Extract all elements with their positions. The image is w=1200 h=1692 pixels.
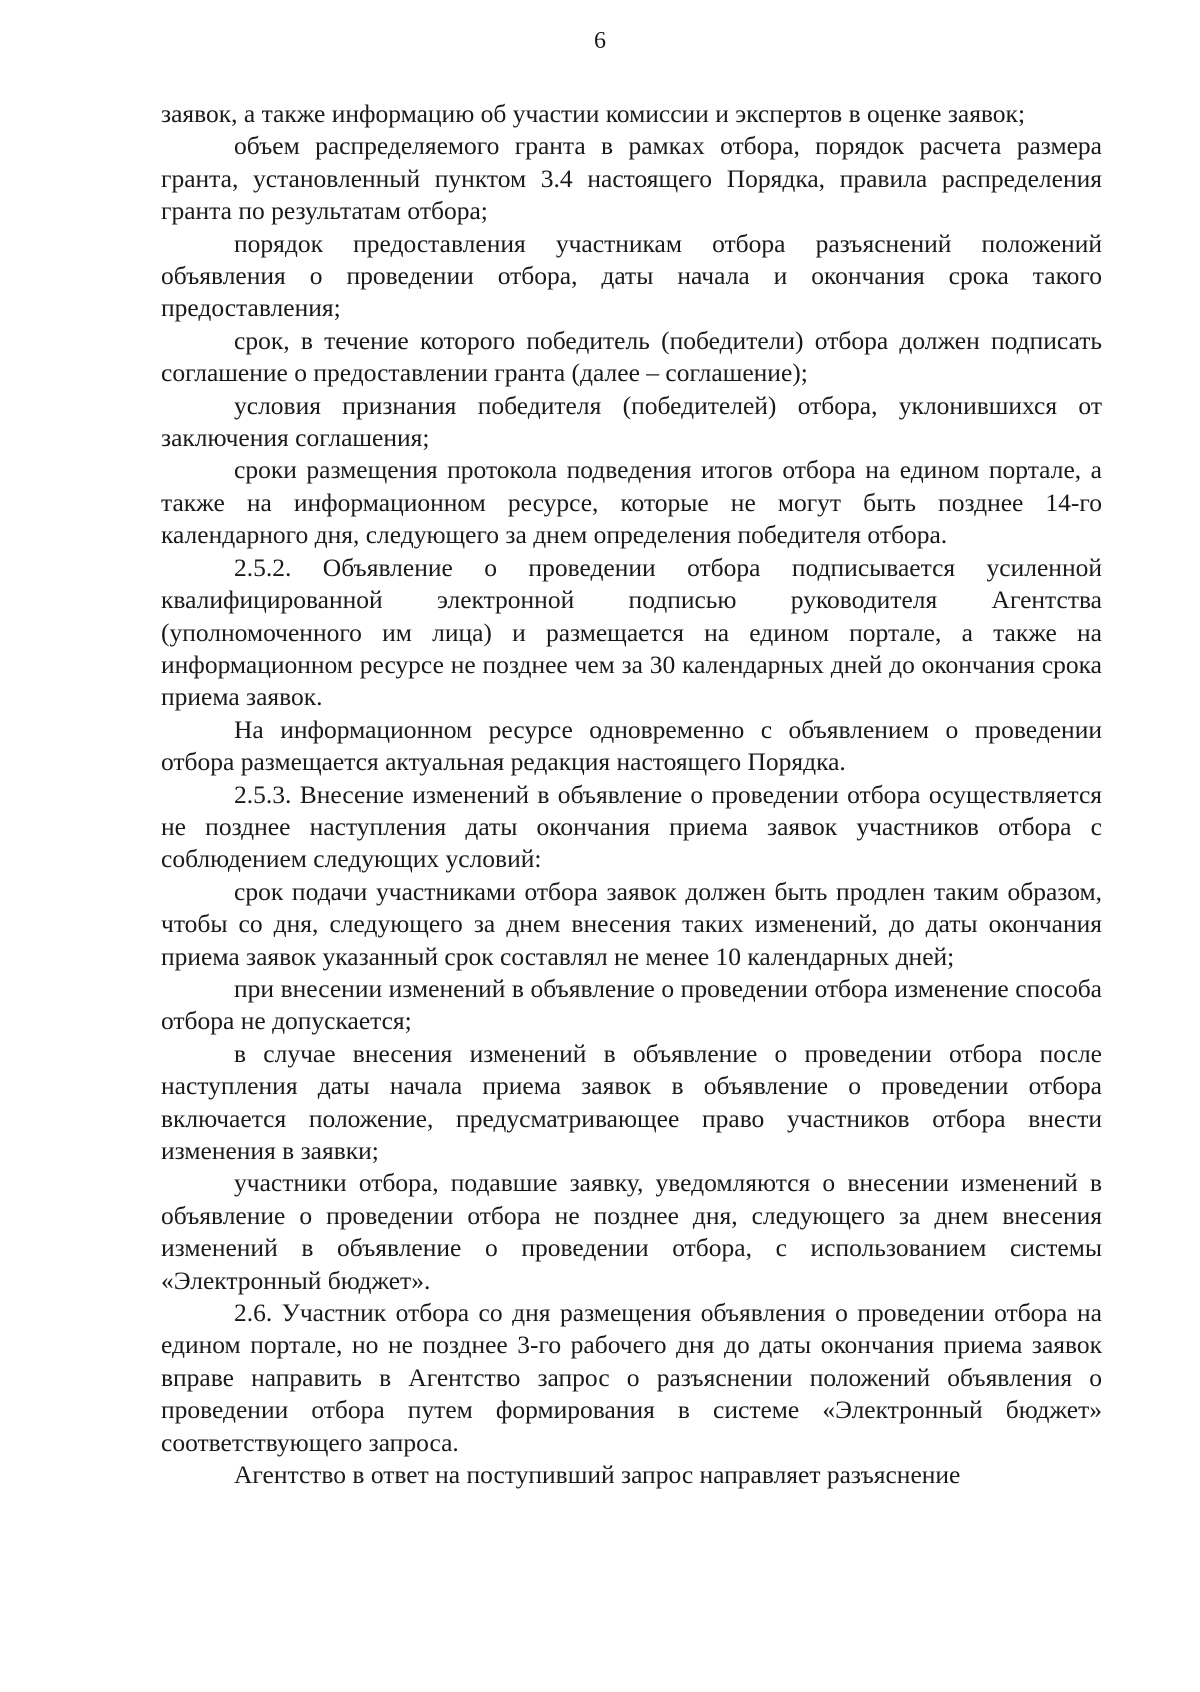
document-body <box>161 98 1102 1491</box>
paragraph: срок подачи участниками отбора заявок должен быть продлен таким образом, чтобы со дня, следующего за днем внесения таких изменений, до даты окончания приема заявок указанный срок составлял не менее 10 календарных дней; <box>161 876 1102 971</box>
paragraph: условия признания победителя (победителей) отбора, уклонившихся от заключения соглашения; <box>161 390 1102 453</box>
paragraph-continuation: заявок, а также информацию об участии комиссии и экспертов в оценке заявок; <box>161 99 1026 128</box>
paragraph: срок, в течение которого победитель (победители) отбора должен подписать соглашение о предоставлении гранта (далее – соглашение); <box>161 325 1102 388</box>
paragraph-2-5-2: 2.5.2. Объявление о проведении отбора подписывается усиленной квалифицированной электронной подписью руководителя Агентства (уполномоченного им лица) и размещается на едином портале, а также на информационном ресурсе не позднее чем за 30 календарных дней до окончания срока приема заявок. <box>161 552 1102 712</box>
paragraph: Агентство в ответ на поступивший запрос направляет разъяснение <box>234 1460 961 1490</box>
paragraph: объем распределяемого гранта в рамках отбора, порядок расчета размера гранта, установленный пунктом 3.4 настоящего Порядка, правила распределения гранта по результатам отбора; <box>161 131 1102 226</box>
paragraph: На информационном ресурсе одновременно с объявлением о проведении отбора размещается актуальная редакция настоящего Порядка. <box>161 714 1102 777</box>
paragraph-2-6: 2.6. Участник отбора со дня размещения объявления о проведении отбора на едином портале, но не позднее 3-го рабочего дня до даты окончания приема заявок вправе направить в Агентство запрос о разъяснении положений объявления о проведении отбора путем формирования в системе «Электронный бюджет» соответствующего запроса. <box>161 1298 1102 1457</box>
paragraph: при внесении изменений в объявление о проведении отбора изменение способа отбора не допускается; <box>161 973 1102 1036</box>
paragraph: в случае внесения изменений в объявление о проведении отбора после наступления даты начала приема заявок в объявление о проведении отбора включается положение, предусматривающее право участников отбора внести изменения в заявки; <box>161 1038 1102 1165</box>
paragraph: порядок предоставления участникам отбора разъяснений положений объявления о проведении отбора, даты начала и окончания срока такого предоставления; <box>161 228 1102 323</box>
paragraph: сроки размещения протокола подведения итогов отбора на едином портале, а также на информационном ресурсе, которые не могут быть позднее 14-го календарного дня, следующего за днем определения победителя отбора. <box>161 455 1102 550</box>
paragraph-2-5-3: 2.5.3. Внесение изменений в объявление о проведении отбора осуществляется не позднее наступления даты окончания приема заявок участников отбора с соблюдением следующих условий: <box>161 779 1102 874</box>
page-number: 6 <box>594 28 606 54</box>
paragraph: участники отбора, подавшие заявку, уведомляются о внесении изменений в объявление о проведении отбора не позднее дня, следующего за днем внесения изменений в объявление о проведении отбора, с использованием системы «Электронный бюджет». <box>161 1168 1102 1295</box>
